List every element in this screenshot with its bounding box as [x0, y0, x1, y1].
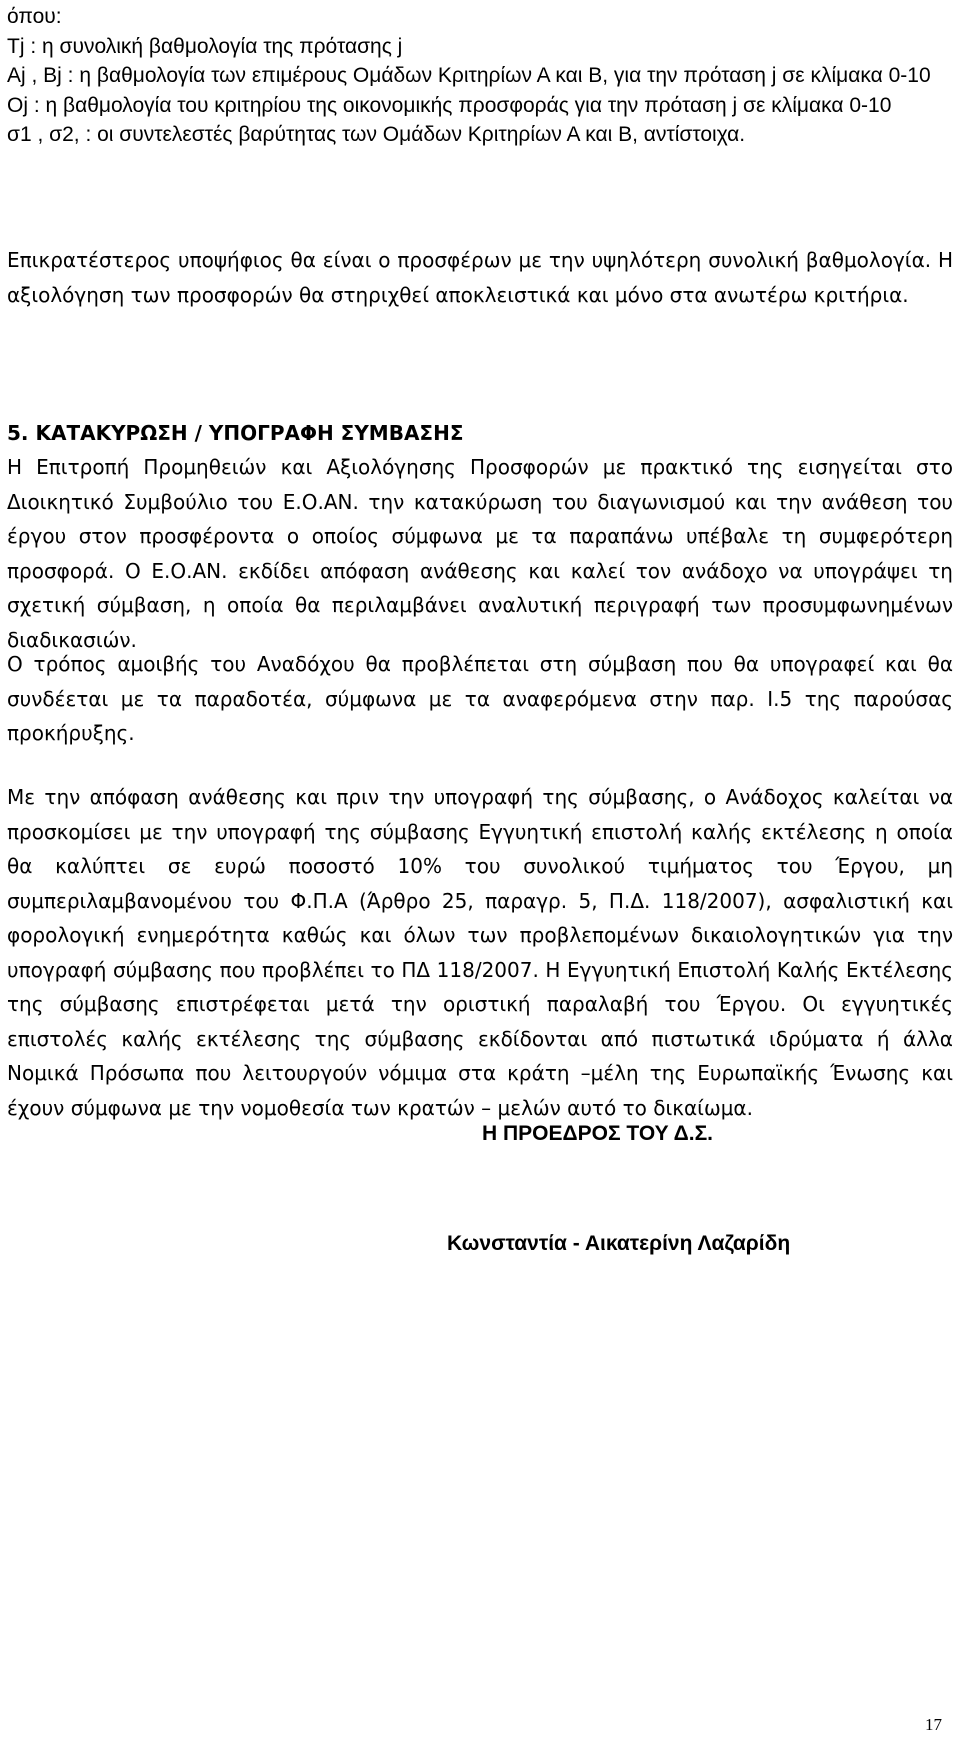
definition-item-tj: Tj : η συνολική βαθμολογία της πρότασης j — [7, 34, 403, 58]
page-number: 17 — [925, 1715, 942, 1734]
signature-title: Η ΠΡΟΕΔΡΟΣ ΤΟΥ Δ.Σ. — [482, 1122, 714, 1145]
payment-paragraph: Ο τρόπος αμοιβής του Αναδόχου θα προβλέπεται στη σύμβαση που θα υπογραφεί και θα συνδέεται με τα παραδοτέα, σύμφωνα με τα αναφερόμενα στην παρ. Ι.5 της παρούσας προκήρυξης. — [7, 652, 953, 745]
definition-item-weights: σ1 , σ2, : οι συντελεστές βαρύτητας των Ομάδων Κριτηρίων Α και Β, αντίστοιχα. — [7, 123, 746, 146]
guarantee-paragraph: Με την απόφαση ανάθεσης και πριν την υπογραφή της σύμβασης, ο Ανάδοχος καλείται να προσκομίσει με την υπογραφή της σύμβασης Εγγυητική επιστολή καλής εκτέλεσης η οποία θα καλύπτει σε ευρώ ποσοστό 10% του συνολικού τιμήματος του Έργου, μη συμπεριλαμβανομένου του Φ.Π.Α (Άρθρο 25, παραγρ. 5, Π.Δ. 118/2007), ασφαλιστική και φορολογική ενημερότητα καθώς και όλων των προβλεπομένων δικαιολογητικών για την υπογραφή σύμβασης που προβλέπει το ΠΔ 118/2007. Η Εγγυητική Επιστολή Καλής Εκτέλεσης της σύμβασης επιστρέφεται μετά την οριστική παραλαβή του Έργου. Οι εγγυητικές επιστολές καλής εκτέλεσης της σύμβασης εκδίδονται από πιστωτικά ιδρύματα ή άλλα Νομικά Πρόσωπα που λειτουργούν νόμιμα στα κράτη –μέλη της Ευρωπαϊκής Ένωσης και έχουν σύμφωνα με την νομοθεσία των κρατών – μελών αυτό το δικαίωμα. — [7, 785, 953, 1120]
definitions-intro: όπου: — [7, 5, 62, 28]
section-heading: 5. ΚΑΤΑΚΥΡΩΣΗ / ΥΠΟΓΡΑΦΗ ΣΥΜΒΑΣΗΣ — [7, 421, 464, 445]
winner-paragraph: Επικρατέστερος υποψήφιος θα είναι ο προσφέρων με την υψηλότερη συνολική βαθμολογία. Η αξιολόγηση των προσφορών θα στηριχθεί αποκλειστικά και μόνο στα ανωτέρω κριτήρια. — [7, 248, 953, 307]
award-paragraph: Η Επιτροπή Προμηθειών και Αξιολόγησης Προσφορών με πρακτικό της εισηγείται στο Διοικητικό Συμβούλιο του Ε.Ο.ΑΝ. την κατακύρωση του διαγωνισμού και την ανάθεση του έργου στον προσφέροντα ο οποίος σύμφωνα με τα παραπάνω υπέβαλε τη συμφερότερη προσφορά. Ο Ε.Ο.ΑΝ. εκδίδει απόφαση ανάθεσης και καλεί τον ανάδοχο να υπογράψει τη σχετική σύμβαση, η οποία θα περιλαμβάνει αναλυτική περιγραφή των προσυμφωνημένων διαδικασιών. — [7, 455, 953, 652]
definitions-block — [7, 2, 952, 150]
definition-item-oj: Oj : η βαθμολογία του κριτηρίου της οικονομικής προσφοράς για την πρόταση j σε κλίμακα 0-10 — [7, 93, 892, 117]
signature-name: Κωνσταντία - Αικατερίνη Λαζαρίδη — [447, 1232, 791, 1255]
definition-item-aj-bj: Aj , Bj : η βαθμολογία των επιμέρους Ομάδων Κριτηρίων Α και Β, για την πρόταση j σε κλίμακα 0-10 — [7, 64, 931, 87]
